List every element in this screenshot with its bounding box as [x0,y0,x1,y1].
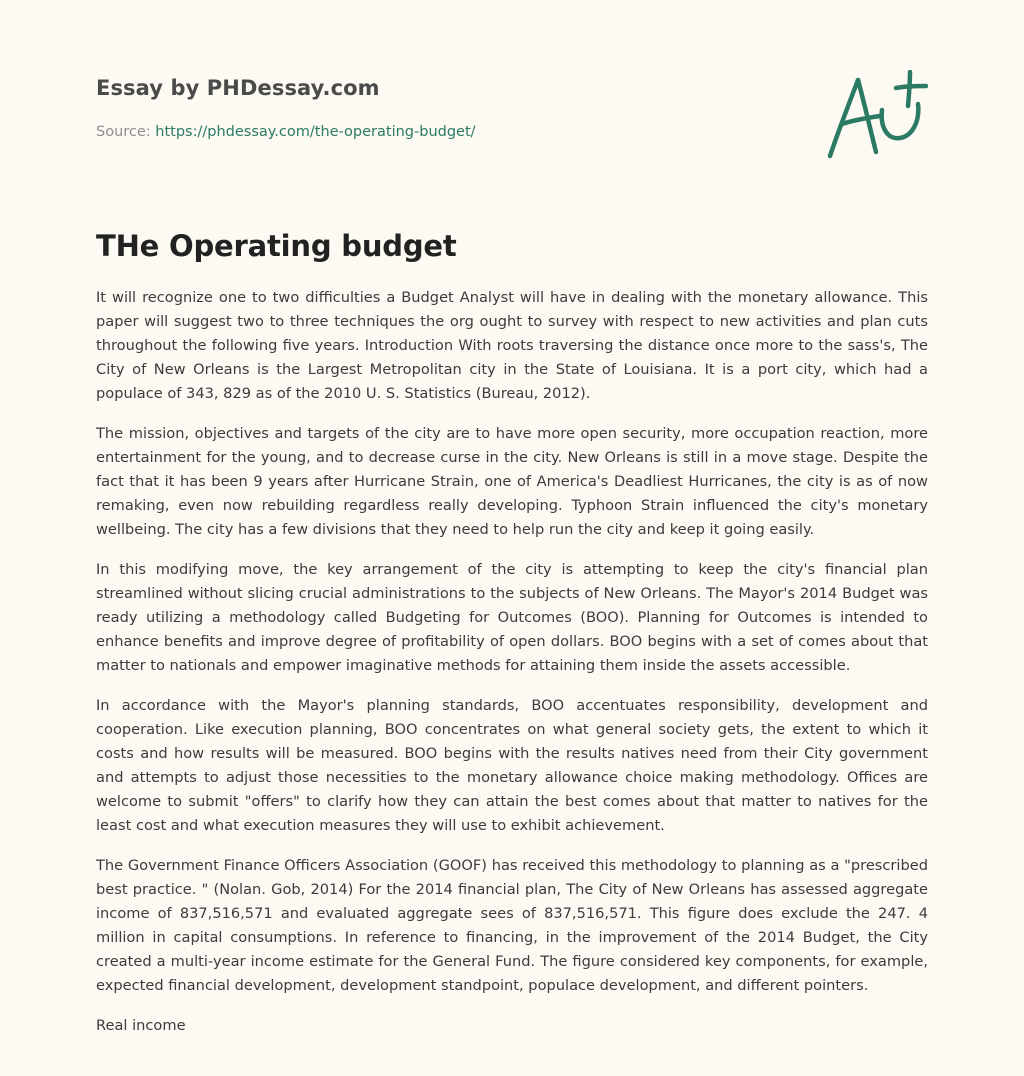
source-link[interactable]: https://phdessay.com/the-operating-budget/ [155,124,476,140]
essay-paragraph: It will recognize one to two difficulties a Budget Analyst will have in dealing with the monetary allowance. This paper will suggest two to three techniques the org ought to survey with respect to new activities and plan cuts throughout the following five years. Introduction With roots traversing the distance once more to the sass's, The City of New Orleans is the Largest Metropolitan city in the State of Louisiana. It is a port city, which had a populace of 343, 829 as of the 2010 U. S. Statistics (Bureau, 2012). [96,289,928,402]
essay-paragraph: In this modifying move, the key arrangement of the city is attempting to keep the city's financial plan streamlined without slicing crucial administrations to the subjects of New Orleans. The Mayor's 2014 Budget was ready utilizing a methodology called Budgeting for Outcomes (BOO). Planning for Outcomes is intended to enhance benefits and improve degree of profitability of open dollars. BOO begins with a set of comes about that matter to nationals and empower imaginative methods for attaining them inside the assets accessible. [96,561,928,674]
page-header [96,74,936,184]
a-plus-logo-icon [824,70,928,166]
essay-paragraph: In accordance with the Mayor's planning standards, BOO accentuates responsibility, development and cooperation. Like execution planning, BOO concentrates on what general society gets, the extent to which it costs and how results will be measured. BOO begins with the results natives need from their City government and attempts to adjust those necessities to the monetary allowance choice making methodology. Offices are welcome to submit "offers" to clarify how they can attain the best comes about that matter to natives for the least cost and what execution measures they will use to exhibit achievement. [96,697,928,834]
essay-content [96,226,928,1038]
essay-paragraph: The mission, objectives and targets of the city are to have more open security, more occupation reaction, more entertainment for the young, and to decrease curse in the city. New Orleans is still in a move stage. Despite the fact that it has been 9 years after Hurricane Strain, one of America's Deadliest Hurricanes, the city is as of now remaking, even now rebuilding regardless really developing. Typhoon Strain influenced the city's monetary wellbeing. The city has a few divisions that they need to help run the city and keep it going easily. [96,425,928,538]
source-label: Source: [96,124,151,140]
a-plus-logo [824,70,928,166]
section-subheading: Real income [96,1017,186,1034]
site-title: Essay by PHDessay.com [96,76,380,100]
essay-paragraph: The Government Finance Officers Association (GOOF) has received this methodology to planning as a "prescribed best practice. " (Nolan. Gob, 2014) For the 2014 financial plan, The City of New Orleans has assessed aggregate income of 837,516,571 and evaluated aggregate sees of 837,516,571. This figure does exclude the 247. 4 million in capital consumptions. In reference to financing, in the improvement of the 2014 Budget, the City created a multi-year income estimate for the General Fund. The figure considered key components, for example, expected financial development, development standpoint, populace development, and different pointers. [96,857,928,994]
essay-title: THe Operating budget [96,229,457,263]
source-line [96,124,476,140]
